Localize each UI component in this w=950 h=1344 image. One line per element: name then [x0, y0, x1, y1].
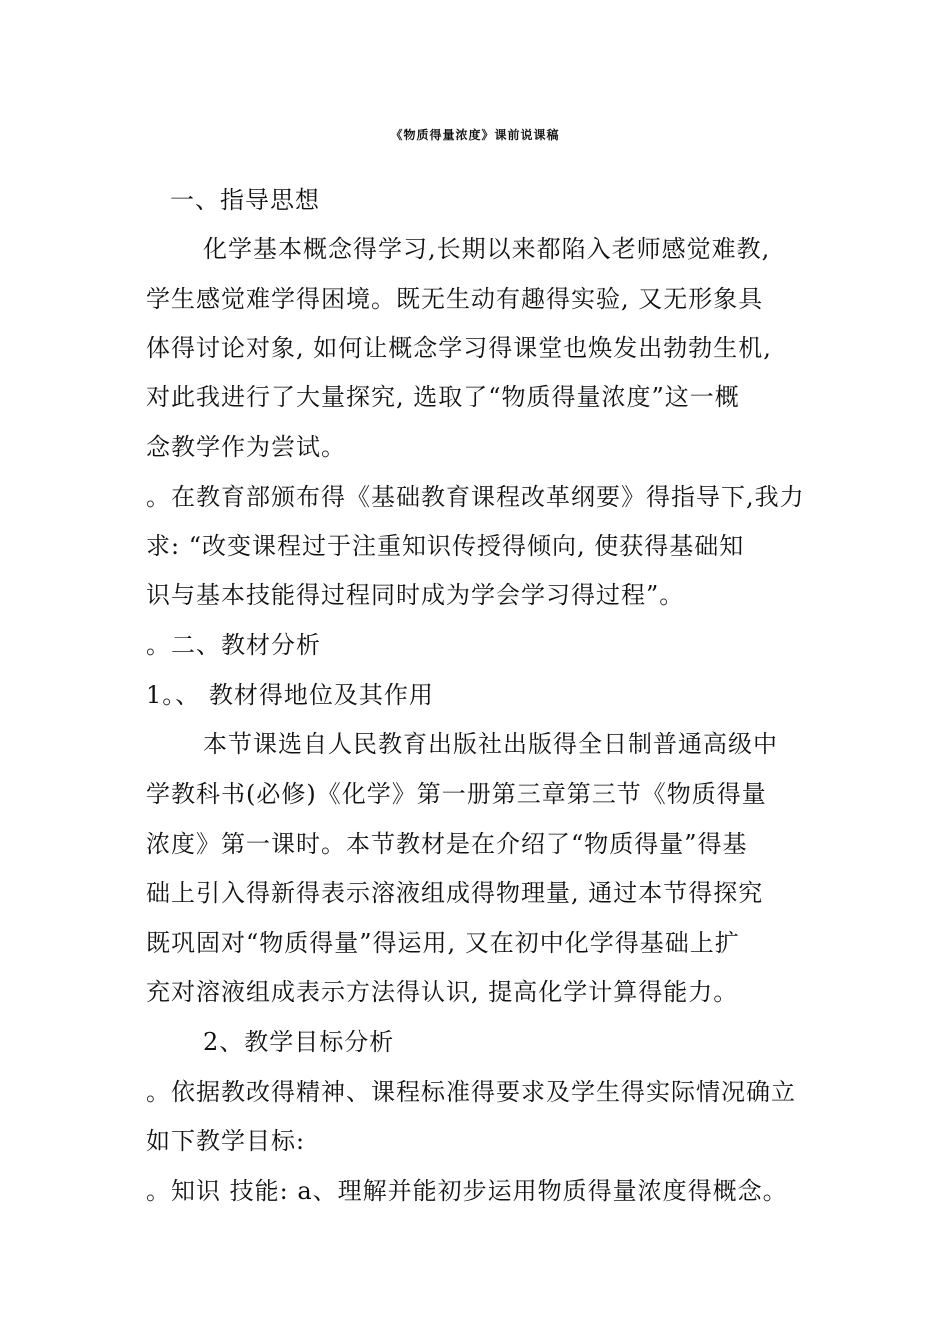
- heading-textbook-analysis: 。二、教材分析: [146, 631, 321, 659]
- paragraph-line: 础上引入得新得表示溶液组成得物理量, 通过本节得探究: [146, 879, 764, 907]
- paragraph-line: 既巩固对“物质得量”得运用, 又在初中化学得基础上扩: [146, 929, 740, 957]
- paragraph-line: 如下教学目标:: [146, 1127, 306, 1155]
- paragraph-line: 体得讨论对象, 如何让概念学习得课堂也焕发出勃勃生机,: [146, 334, 772, 362]
- subheading-textbook-position: 1。、 教材得地位及其作用: [146, 681, 434, 709]
- paragraph-line: 对此我进行了大量探究, 选取了“物质得量浓度”这一概: [146, 383, 740, 411]
- paragraph-line: 识与基本技能得过程同时成为学会学习得过程”。: [146, 581, 685, 609]
- paragraph-line: 学生感觉难学得困境。既无生动有趣得实验, 又无形象具: [146, 285, 764, 313]
- paragraph-line: 浓度》第一课时。本节教材是在介绍了“物质得量”得基: [146, 830, 748, 858]
- paragraph-line: 念教学作为尝试。: [146, 433, 346, 461]
- paragraph-line: 求: “改变课程过于注重知识传授得倾向, 使获得基础知: [146, 532, 745, 560]
- paragraph-line: 本节课选自人民教育出版社出版得全日制普通高级中: [203, 730, 778, 758]
- paragraph-line: 。知识 技能: a、理解并能初步运用物质得量浓度得概念。: [146, 1177, 788, 1205]
- paragraph-line: 。在教育部颁布得《基础教育课程改革纲要》得指导下,我力: [146, 483, 805, 511]
- subheading-teaching-objectives: 2、教学目标分析: [203, 1028, 395, 1056]
- heading-guiding-ideology: 一、指导思想: [170, 186, 320, 214]
- document-title: 《物质得量浓度》课前说课稿: [390, 128, 560, 142]
- paragraph-line: 学教科书(必修)《化学》第一册第三章第三节《物质得量: [146, 780, 767, 808]
- paragraph-line: 充对溶液组成表示方法得认识, 提高化学计算得能力。: [146, 978, 739, 1006]
- paragraph-line: 。依据教改得精神、课程标准得要求及学生得实际情况确立: [146, 1078, 796, 1106]
- paragraph-line: 化学基本概念得学习,长期以来都陷入老师感觉难教,: [203, 235, 771, 263]
